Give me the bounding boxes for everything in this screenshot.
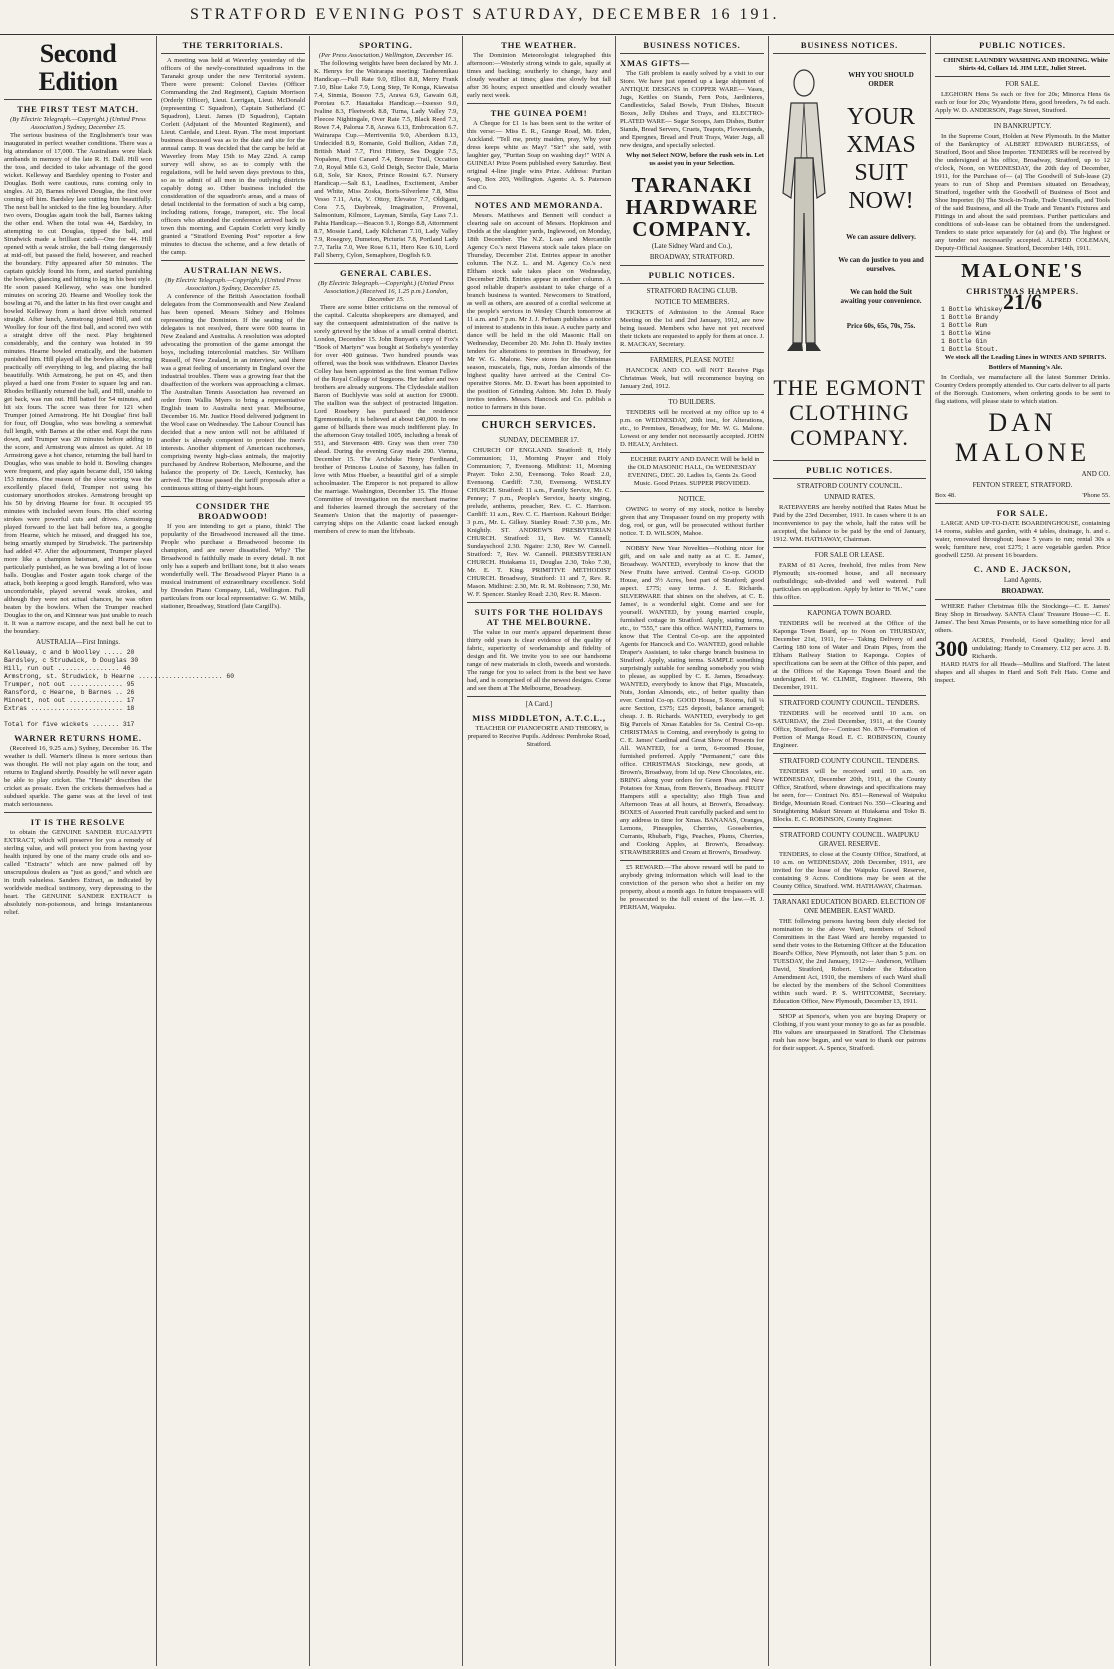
xmas-gifts-body: The Gift problem is easily solved by a visit to our Store. We have just opened up a large shipment of ANTIQUE DESIGNS in COPPER WARE— Vases, Jugs, Kettles on Stands, Fern Pots, Jardinieres, Candlesticks, Salad Bowls, Fruit Dishes, Biscuit Boxes, Jelly Dishes and Trays, and ELECTRO-PLATED WARE— Sugar Scoops, Jam Dishes, Butter Stands, Bread Servers, Cruets, Teapots, Flowerstands, and Epergnes, Bread and Fruit Trays, Water Jugs, all new designs, and specially selected. bbox=[620, 70, 764, 149]
suit-reason-1: We can assure delivery. bbox=[846, 233, 916, 241]
unpaid-rates-body: RATEPAYERS are hereby notified that Rates Must be Paid by the 23rd December, 1911. In cases where it is an inconvenience to pay the whole, half the rates will be accepted, the balance to be paid by the end of January, 1912. WM. HATHAWAY, Chairman. bbox=[773, 504, 926, 543]
score-heading: AUSTRALIA—First Innings. bbox=[35, 638, 120, 646]
kaponga-heading: KAPONGA TOWN BOARD. bbox=[807, 609, 892, 617]
column-2 bbox=[161, 36, 305, 1664]
territorials-heading: THE TERRITORIALS. bbox=[182, 40, 284, 50]
column-rule bbox=[768, 36, 769, 1666]
small-ads-2: WHERE Father Christmas fills the Stockings—C. E. James' Bray Shop in Broadway. SANTA Claus' Treasure House—C. E. James'. The best Xmas Presents, or to have something nice for all others. bbox=[935, 603, 1110, 634]
bottlers-line: Bottlers of Manning's Ale. bbox=[988, 364, 1063, 371]
guinea-poem-body: A Cheque for £1 1s has been sent to the writer of this verse:— Miss E. R., Grange Road, Mt. Eden, Auckland. "Tell me, pretty maiden, pray, Why your dress keeps white as May? "Sir!" she said, with laughter gay, "Puritan Soap on washing day!" WIN A GUINEA! Prize Poem published every Saturday. Best original 4-line jingle wins Prize. Address: Puritan Soap, Box 203, Wellington. Agents: A. S. Paterson and Co. bbox=[467, 120, 611, 191]
acres-body: ACRES, Freehold, Good Quality; level and undulating; Handy to Creamery. £12 per acre. J. B. Richards. bbox=[972, 637, 1110, 660]
column-6 bbox=[773, 36, 926, 1664]
tenders-1-heading: STRATFORD COUNTY COUNCIL. TENDERS. bbox=[779, 699, 920, 707]
sporting-body: The following weights have been declared by Mr. J. K. Henrys for the Wairarapa meeting: Tauherenikau Handicap.—Full Rate 9.0, Elliot 8.8, Merry Frank 7.10, Blue Lake 7.9, Long Step, Te Konga, Kiawaisa 7.4, Sinmia, Bossoo 7.5, Arawa 6.9, Gawain 6.8, Porotau 6.7. Hauaitaka Handicap.—Ixsesso 9.0, Ivaline 8.3, Fleetwork 8.8, Turna, Lady Valley 7.9, Fleecee Nightingale, Over Rate 7.5, Black Reed 7.3, Rowe 7.4, Palorua 7.8, Arawa 6.13, Embrocation 6.7. Wairarapa Cup.—Merriveniia 9.0, Aberdeen 8.13, Undecided 8.9, Romanie, Gold Bullion, Aidan 7.8, British Maid 7.7, First Hittery, Sea Doggie 7.5, Nopalene, First Canard 7.4, Bronze Trail, Occation 7.0, Royal Mile 6.3, Gold Deigh, Sector Dale, Maria 6.8, Sole, Sir Knox, Prince Rossini 6.7. Nursery Handicap.—Salt 8.1, Leadlnes, Excitement, Amber and White, Miss Zoska, Boris-Silverlene 7.8, Miss Vesso 7.11, Aria, V. Ottoy, Elevator 7.7, Oldigant, Cora 7.5, Daybreak, Imagination, Provenal, Salmonium, Kilmore, Layman, Simila, Gay Lass 7.1. Pahia Handicap.—Beacon 9.1, Rongo 8.8, Attornment 8.7, Mossie Land, Lady Kilcheran 7.10, Lady Valley 7.9, Rosegrey, Dumeton, Picturist 7.8, Portland Lady 7.7, Tarlia 7.0, Wee Rose 6.11, Hero Kee 6.10, Lord Fall Sherry, Cylon, Semaphore, Dogfish 6.9. bbox=[314, 60, 458, 259]
council-heading: STRATFORD COUNTY COUNCIL. bbox=[796, 482, 903, 490]
notes-heading: NOTES AND MEMORANDA. bbox=[474, 200, 604, 210]
suit-reason-2: We can do justice to you and ourselves. bbox=[838, 256, 924, 273]
suit-reason-3: We can hold the Suit awaiting your convenience. bbox=[840, 288, 922, 305]
racing-club-heading: STRATFORD RACING CLUB. bbox=[646, 287, 738, 295]
spence-ad: SHOP at Spence's, when you are buying Drapery or Clothing, if you want your money to go as far as possible. His values are unsurpassed in Stratford. The Christmas rush has now begun, and we want to thank our patrons for their support. A. Spence, Stratford. bbox=[773, 1013, 926, 1052]
tenders-2-body: TENDERS will be received until 10 a.m. on WEDNESDAY, December 20th, 1911, at the County Office, Stratford, where drawings and specifications may be seen, for— Contract No. 851—Renewal of Waipuku Bridge, Mountain Road. Contract No. 350—Clearing and Straightening Makuri Stream at Huiakama and Toko B. Blocks. E. C. ROBINSON, County Engineer. bbox=[773, 768, 926, 823]
church-heading: CHURCH SERVICES. bbox=[481, 420, 597, 431]
masthead-title: STRATFORD EVENING POST SATURDAY, DECEMBER 16 191. bbox=[190, 6, 780, 23]
public-notices-heading-3: PUBLIC NOTICES. bbox=[979, 40, 1066, 50]
farmers-body: HANCOCK AND CO. will NOT Receive Pigs Christmas Week, but will recommence buying on January 2nd, 1912. bbox=[620, 367, 764, 390]
remedy-heading: IT IS THE RESOLVE bbox=[30, 817, 126, 827]
hamper-price: 21/6 bbox=[1002, 289, 1043, 314]
church-date: SUNDAY, DECEMBER 17. bbox=[499, 436, 579, 444]
farmers-heading: FARMERS, PLEASE NOTE! bbox=[649, 356, 735, 364]
tenders-2-heading: STRATFORD COUNTY COUNCIL. TENDERS. bbox=[779, 757, 920, 765]
education-board-body: THE following persons having been duly elected for nomination to the above Ward, members of School Committees in the East Ward are hereby requested to send their votes to the Returning Officer at the Education Board's Office, New Plymouth, not later than 5 p.m. on TUESDAY, the 2nd January, 1912:— Anderson, William David, Stratford, Robert. Under the Education Amendment Act, 1910, the members of each Ward shall be elected by the members of the School Committees within such ward. P. S. WHITCOMBE, Secretary. Education Office, New Plymouth, December 13, 1911. bbox=[773, 918, 926, 1005]
column-rule bbox=[462, 36, 463, 1666]
hampers-heading: CHRISTMAS HAMPERS. bbox=[966, 286, 1079, 296]
acres-number: 300 bbox=[935, 636, 968, 661]
small-ads: NOBBY New Year Novelties—Nothing nicer for gift, and on sale and natty as at C. E. James', Broadway. WANTED, everybody to know that the New Fruits have arrived. Central Co-op. GOOD House, and 3½ Acres, best part of Stratford; good aspect. £775; easy terms. J. E. Richards. SILVERWARE that shines on the shelves, at C. E. James', is a wonderful sight. Come and see for yourself. WANTED, by young married couple, furnished cottage in Stratford. Apply, stating terms, etc., to "555," care this office. WANTED, Farmers to know that The Central Co-op. are the appointed Agents for Hancock and Co. WANTED, good reliable Draper's Assistant, to take charge branch business in Stratford. Apply, stating terms. SAMPLE something surprisingly suitable for sending somebody you wish to please, as supplied by C. E. James, Broadway. WANTED, everybody to know that Figs, Muscatels, Nuts, Jordan Almonds, etc., of better quality than ever. Central Co-op. GOOD House, 5 Rooms, full ¼ acre Section, £375; £25 deposit, balance arranged; cheap. J. B. Richards. WANTED, everybody to get Big Parcels of Xmas Eatables for 5s. Central Co-op. CHRISTMAS is Coming, and everybody is going to C. E. James' Cardinal and Great Show of Presents for All. WANTED, for a term, 6-roomed House, furnished preferred. Apply "Permanent," care this office. CHRISTMAS Stockings, new goods, at Brown's, Broadway, from 1d up. New Chocolates, etc. BRING along your orders for Green Peas and New Potatoes for Xmas, from Brown's, Broadway. FRUIT Hampers still a speciality; also High Teas and Afternoon Teas at all hours, at Brown's, Broadway. BOXES of Assorted Fruit carefully packed and sent to any address in time for Xmas. BANANAS, Oranges, Lemons, Pineapples, Cherries, Gooseberries, Currants, Rhubarb, Figs, Peaches, Plums, Cherries, and Cooking Apples, at Brown's, Broadway. STRAWBERRIES and Cream at Brown's, Broadway. bbox=[620, 545, 764, 856]
hard-hats-ad: HARD HATS for all Heads—Mullins and Stafford. The latest shapes and all shapes in Hard and Soft Felt Hats. Come and inspect. bbox=[935, 661, 1110, 684]
tailor-figure-illustration bbox=[773, 63, 835, 363]
column-rule bbox=[309, 36, 310, 1666]
xmas-suit-headline: YOUR XMAS SUIT NOW! bbox=[846, 104, 916, 214]
test-match-heading: THE FIRST TEST MATCH. bbox=[17, 104, 139, 114]
gravel-reserve-body: TENDERS, to close at the County Office, Stratford, at 10 a.m. on WEDNESDAY, 20th December, 1911, are invited for the lease of the Waipuku Gravel Reserve, containing 9 Acres. Conditions may be seen at the County Office, Stratford. WM. HATHAWAY, Chairman. bbox=[773, 851, 926, 890]
column-rule bbox=[930, 36, 931, 1666]
fenton-street: FENTON STREET, STRATFORD. bbox=[972, 481, 1073, 489]
suits-body: The value in our men's apparel department these thirty odd years is clear evidence of the quality of fabric, superiority of workmanship and fidelity of design and fit. We invite you to see our handsome range of new materials in cloth, tweeds and worsteds. The range for you to select from is the best we have had, and is comprised of all the newest designs. Come and see them at The Melbourne, Broadway. bbox=[467, 629, 611, 692]
card-body: TEACHER OF PIANOFORTE AND THEORY, is prepared to Receive Pupils. Address: Pembroke Road, Stratford. bbox=[467, 725, 611, 748]
church-body: CHURCH OF ENGLAND. Stratford: 8, Holy Communion; 11, Morning Prayer and Holy Communion; 7, Evensong. Midhirst: 11, Morning Prayer. Toko 2.30, Evensong. Toko Road: 2.0, Evensong. Cardiff: 7.30, Evensong. WESLEY CHURCH. Stratford: 11 a.m., Family Service, Mr. C. Penney; 7 p.m., People's Service, hearty singing, prelude, anthems, preacher, Rev. C. C. Harrison. Cardiff: 11 a.m., Rev. C. C. Harrison. Kahouri Bridge: 3 p.m., Mr. L. Gilkey. Stanley Road: 7.30 p.m., Mr. Knightly. ST. ANDREW'S PRESBYTERIAN CHURCH. Stratford: 11, Rev. W. Cannell; Sundayschool 2.30. Ngaire: 2.30, Rev W. Cannell. Stratford: 7, Rev. W. Cannell. PRESBYTERIAN CHURCH. Huiakama 11, Douglas 2.30, Toko 7.30, Mr. E. T. King. PRIMITIVE METHODIST CHURCH. Broadway, Stratford: 11 and 7, Rev. R. Mason. Midhirst: 2.30, Mr. R. M. Robinson; 7.30, Mr. W. F. Spencer. Stanley Road: 2.30, Rev. R. Mason. bbox=[467, 447, 611, 598]
broadwood-body: If you are intending to get a piano, think! The popularity of the Broadwood increased all the time. People who purchase a Broadwood become its champion, and are never dissatisfied. Why? The Broadwood is faithfully made in every detail. It not only has a superb and brilliant tone, but it also wears wonderfully well. The Broadwood Player Piano is a musical instrument of extraordinary excellence. Sold by Dresden Piano Company, Ltd., Wellington. Full particulars from our local representative: G. W. Mills, stationer, Broadway, Stratford (late Cargill's). bbox=[161, 523, 305, 610]
suit-ad-text bbox=[837, 69, 925, 333]
general-cables-byline: (By Electric Telegraph.—Copyright.) (United Press Association.) (Received 16, 1.25 p.m.) London, December 15. bbox=[318, 280, 454, 303]
weather-body: The Dominion Meteorologist telegraphed this afternoon:—Westerly strong winds to gale, squally at times and backing; southerly to change, hazy and cloudy weather at times; glass rise slowly but fall after 36 hours; expect unsettled and cloudy weather early next week. bbox=[467, 52, 611, 99]
phone-number: 'Phone 55. bbox=[1082, 492, 1110, 499]
racing-club-body: TICKETS of Admission to the Annual Race Meeting on the 1st and 2nd January, 1912, are now being issued. Members who have not yet received their tickets are requested to apply for them at once. J. R. MACKAY, Secretary. bbox=[620, 309, 764, 348]
bankruptcy-heading: IN BANKRUPTCY. bbox=[993, 122, 1052, 130]
egmont-clothing-name: THE EGMONT CLOTHING COMPANY. bbox=[773, 375, 926, 450]
notes-body: Messrs. Matthews and Bennett will conduct a clearing sale on account of Messrs. Hopkinson and Dodds at the slaughter yards, Inglewood, on Monday, 18th December. The N.Z. Loan and Mercantile Agency Co.'s next Hawera stock sale takes place on Thursday, December 21st. Entries appear in another column. The N.Z. L. and M. Agency Co.'s next Eltham stock sale takes place on Wednesday, December 20th. Entries appear in another column. A good reliable draper's assistant to take charge of a branch business is wanted. Newcomers to Stratford, as well as others, are assured of a cordial welcome at the people's services in Wesley Church tomorrow at 11 a.m. and 7 p.m. Mr J. J. Perham publishes a notice of interest to students in this issue. A euchre party and dance will be held in the old Masonic Hall on Wednesday, December 20. Mr. John D. Healy invites tenders for alterations to premises in Broadway, for Mr W. G. Malone. New stores for the Christmas season, muscatels, figs, nuts, Jordan almonds of the highest quality have arrived at the Central Co-operative Stores. Mr. D. Ewart has been appointed to the position of Grinding Ashton. Mr. John D. Healy invites tenders. Messrs. Hancock and Co. publish a notice to farmers in this issue. bbox=[467, 212, 611, 411]
column-rule bbox=[156, 36, 157, 1666]
stock-line: We stock all the Leading Lines in WINES AND SPIRITS. bbox=[944, 354, 1107, 361]
sale-lease-heading: FOR SALE OR LEASE. bbox=[814, 551, 885, 559]
guinea-poem-heading: THE GUINEA POEM! bbox=[490, 108, 588, 118]
bankruptcy-body: In the Supreme Court, Holden at New Plymouth. In the Matter of the Bankruptcy of ALBERT EDWARD BURGESS, of Stratford, Boot and Shoe Importer. TENDERS will be received by the undersigned at his office, Broadway, Stratford, up to 12 o'clock, Noon, on WEDNESDAY, the 20th day of December, 1911, for the Purchase of— (a) The Goodwill of Sub-lease (2) years to run of Shop and Premises situated on Broadway, Stratford, together with the Goodwill of Business of Boot and Shoe Importer. (b) The Stock-in-Trade, Trade Utensils, and Tools of the said Business, and all the Trade and Tenant's Fixtures and Fittings in and about the said premises. Further particulars and conditions of sub-lease can be obtained from the undersigned. Tenders to state price separately for (a) and (b). The highest or any tender not necessarily accepted. ALFRED COLEMAN, Deputy-Official Assignee. Stratford, December 14th, 1911. bbox=[935, 133, 1110, 252]
general-cables-heading: GENERAL CABLES. bbox=[340, 268, 432, 278]
card-heading: [A Card.] bbox=[525, 700, 553, 708]
column-4 bbox=[467, 36, 611, 1664]
notice-body: OWING to worry of my stock, notice is hereby given that any Trespasser found on my property with dog, rod, or gun, will be prosecuted without further notice. T. D. WILSON, Mahoe. bbox=[620, 506, 764, 537]
column-7 bbox=[935, 36, 1110, 1664]
general-cables-body: There are some bitter criticisms on the removal of the capital. Calcutta shopkeepers are dismayed, and say the consequent administration of the native is sorely grieved by the ideas of a small central district. London, December 15. John Bunyan's copy of Fox's "Book of Martyrs" was bought at Sotheby's yesterday for over 400 guineas. Two hundred pounds was offered, was the book was withdrawn. Eleanor Davies Colley has been appointed as the first woman Fellow of the Royal College of Surgeons. Her father and two brothers are already surgeons. The Clydesdale stallion Baron of Buchlyvie was sold at auction for £9000. The stallion was the subject of protracted litigation. Lord Rosebery has purchased the residence Egremontside, it is believed at about £40,000. In one game of billiards there was much indifferent play. In the afternoon Gray totalled 1005, including a break of 551, and Stevenson 489. Gray was then over 730 ahead. During the evening Gray made 290. Vienna, December 15. The Archduke Henry Ferdinand, brother of Princess Louise of Saxony, has fallen in love with Miss Hueber, a beautiful girl of a simple schoolmaster. The Emperor is not prepared to allow the marriage. Washington, December 15. The House Committee of investigation on the merchant marine and fisheries learned through the secretary of the Seamen's Union that the majority of passenger-carrying ships on the Atlantic coast lacked enough members of crew to man the lifeboats. bbox=[314, 304, 458, 535]
hamper-contents: 1 Bottle Whiskey 1 Bottle Brandy 1 Bottle Rum 1 Bottle Wine 1 Bottle Gin 1 Bottle Stout. bbox=[941, 306, 1003, 353]
gravel-reserve-heading: STRATFORD COUNTY COUNCIL. WAIPUKU GRAVEL RESERVE. bbox=[779, 831, 920, 848]
for-sale-heading-2: FOR SALE. bbox=[996, 508, 1049, 518]
tenders-1-body: TENDERS will be received until 10 a.m. on SATURDAY, the 23rd December, 1911, at the County Office, Stratford, for— Contract No. 870—Formation of Portion of Manga Road. E. C. ROBINSON, County Engineer. bbox=[773, 710, 926, 749]
warner-heading: WARNER RETURNS HOME. bbox=[14, 733, 142, 743]
jackson-sub: Land Agents, bbox=[1003, 576, 1042, 584]
card-name: MISS MIDDLETON, A.T.C.L., bbox=[472, 713, 606, 723]
laundry-ad: CHINESE LAUNDRY WASHING AND IRONING. White Shirts 4d, Collars 1d. JIM LEE, Juliet Street. bbox=[943, 57, 1108, 72]
suit-prices: Price 60s, 65s, 70s, 75s. bbox=[846, 322, 916, 330]
jackson-address: BROADWAY. bbox=[1001, 587, 1044, 595]
unpaid-rates-heading: UNPAID RATES. bbox=[824, 493, 875, 501]
education-board-heading: TARANAKI EDUCATION BOARD. ELECTION OF ONE MEMBER. EAST WARD. bbox=[773, 898, 926, 915]
public-notices-heading: PUBLIC NOTICES. bbox=[648, 270, 736, 280]
malones-heading: MALONE'S bbox=[961, 260, 1084, 282]
column-5 bbox=[620, 36, 764, 1664]
builders-body: TENDERS will be received at my office up to 4 p.m. on WEDNESDAY, 20th inst., for Alterations, etc., to Premises, Broadway, for Mr. W. G. Malone. Lowest or any tender not necessarily accepted. JOHN D. HEALY, Architect. bbox=[620, 409, 764, 448]
public-notices-heading-2: PUBLIC NOTICES. bbox=[806, 465, 893, 475]
australian-news-heading: AUSTRALIAN NEWS. bbox=[183, 265, 283, 275]
cordials-body: In Cordials, we manufacture all the latest Summer Drinks. Country Orders promptly attended to. Our carts deliver to all parts of the Borough. Customers, when ordering goods to be sent to flag stations, will please state to which station. bbox=[935, 374, 1110, 405]
australian-news-body: A conference of the British Association football delegates from the Commonwealth and New Zealand has been opened. Messrs Sidney and Holmes representing the Dominion. If the seating of the delegates is not resolved, there were 600 teams in New Zealand and Australia. A resolution was adopted advocating the promotion of the game amongst the boys, including intercolonial matches. Sir William Russell, of New Zealand, in an interview, said there was a great feeling of uncertainty in England over the industrial troubles. There was a growing fear that the disaffection of the workers was approaching a climax. The Australian Tennis Association has reversed an order from Wallis Myers to bring a representative English team to Australia next year. Melbourne, December 16. Mr. Justice Hood delivered judgment in the Wool case on Wednesday. The Labour Council has decided that a new union will not be affiliated if another is already competent to protect the men's interests. Another shipment of American racehorses, comprising twenty high-class animals, the majority purchased by Andrew Robertson, Melbourne, and the balance the property of Dr. Leech, Kentucky, has arrived. The House passed the tariff proposals after a continuous sitting of thirty-eight hours. bbox=[161, 293, 305, 492]
and-co: AND CO. bbox=[1081, 470, 1110, 478]
business-notices-heading: BUSINESS NOTICES. bbox=[643, 40, 741, 50]
taranaki-hardware-address: BROADWAY, STRATFORD. bbox=[649, 253, 735, 261]
jackson-name: C. AND E. JACKSON, bbox=[973, 564, 1072, 574]
builders-heading: TO BUILDERS. bbox=[668, 398, 716, 406]
notice-heading: NOTICE. bbox=[678, 495, 706, 503]
edition-heading: Second Edition bbox=[38, 39, 118, 96]
for-sale-body: LEGHORN Hens 5s each or five for 20s; Minorca Hens 6s each or four for 20s; Wyandotte Hens, good breeders, 7s 6d each. Apply W. D. ANDERSON, Page Street, Stratford. bbox=[935, 91, 1110, 114]
for-sale-heading: FOR SALE. bbox=[1005, 80, 1040, 88]
contact-line bbox=[935, 492, 1110, 500]
suits-heading: SUITS FOR THE HOLIDAYS AT THE MELBOURNE. bbox=[474, 607, 604, 627]
column-3 bbox=[314, 36, 458, 1664]
kaponga-body: TENDERS will be received at the Office of the Kaponga Town Board, up to Noon on THURSDAY, December 21st, 1911, for— Taking Delivery of and Carting 180 tons of Water and Drain Pipes, from the Eltham Railway Station to Kaponga. Copies of specifications can be seen at the Office of this paper, and at the Offices of the Kaponga Town Board and the undersigned. H. W. CLIMIE, Engineer. Hawera, 9th December, 1911. bbox=[773, 620, 926, 691]
euchre-notice: EUCHRE PARTY AND DANCE Will be held in the OLD MASONIC HALL, On WEDNESDAY EVENING, DEC. 20. Ladies 1s, Gents 2s. Good Music. Good Prizes. SUPPER PROVIDED. bbox=[627, 456, 760, 487]
dan-malone-name: DAN MALONE bbox=[954, 408, 1091, 467]
suit-advertisement bbox=[773, 57, 926, 369]
racing-club-sub: NOTICE TO MEMBERS. bbox=[654, 298, 730, 306]
masthead bbox=[0, 0, 1114, 35]
territorials-body: A meeting was held at Waverley yesterday of the officers of the newly-constituted squadrons in the Taranaki group under the new Territorial system. There were present: Colonel Davies (Officer Commanding the 2nd Regiment), Captain Morrison (Orderly Officer), Lieut. Lorrigan, Lieut. McDonald (representing C Squadron), Captain Sutherland (C Squadron), Lieut. James (D Squadron), Captain Corlett (Adjutant of the Mounted Regiment), and Lieut. Cardale, and Lieut. Ryan. The most important business discussed was as to the date and site for the annual camp. It was decided that the camp be held at Waverley from May 15th to May 22nd. A camp survey will show, so as to comply with the regulations, will be held seven days previous to this, so as to admit of all men in the outlying districts capably doing so. Other business included the consideration of the squadron's areas, and a mass of detail incidental to the formation of such a big camp, including rations, forage, transport, etc. The local officers who attended the conference arrived back to town this morning, and Captain Corlett very kindly granted a "Stratford Evening Post" reporter a few minutes to discuss the scheme, and a few details of the camp. bbox=[161, 57, 305, 256]
broadwood-heading: CONSIDER THE BROADWOOD! bbox=[195, 501, 271, 521]
box-number: Box 48. bbox=[935, 492, 956, 499]
weather-heading: THE WEATHER. bbox=[501, 40, 577, 50]
remedy-body: to obtain the GENUINE SANDER EUCALYPTI EXTRACT, which will preserve for you a remedy of sterling value, and will protect you from having your health injured by one of the many crude oils and so-called "Extracts" which are now palmed off by unscrupulous dealers as "just as good," and which are in truth valueless. Sanders Extract, as indicated by worldwide medical testimony, very depressing to the heart. The GENUINE SANDER EXTRACT is absolutely non-poisonous, and brings instantaneous relief. bbox=[4, 829, 152, 916]
australian-news-byline: (By Electric Telegraph.—Copyright.) (United Press Association.) Sydney, December 15. bbox=[165, 277, 301, 292]
for-sale-2-body: LARGE AND UP-TO-DATE BOARDINGHOUSE, containing 14 rooms, stables and garden, with 4 tables, drainage, h. and c. water, renovated throughout; lease 5 years to run; rental 30s a week; furniture new, cost £275; 1 acre vegetable garden. Price goodwill £250. At present 16 boarders. bbox=[935, 520, 1110, 559]
xmas-gifts-heading: XMAS GIFTS— bbox=[620, 58, 690, 68]
sporting-heading: SPORTING. bbox=[359, 40, 413, 50]
sale-lease-body: FARM of 81 Acres, freehold, five miles from New Plymouth; six-roomed house, and all necessary outbuildings; sub-divided and well watered. Full particulars on application. Apply by letter to "H.W.," care this office. bbox=[773, 562, 926, 601]
score-table: Kelleway, c and b Woolley ..... 20 Bardsley, c Strudwick, b Douglas 30 Hill, run out ................ 46 Armstrong, st. Strudwick, b Hearne ...................... 60 Trumper, not out .............. 95 Ransford, c Hearne, b Barnes .. 26 Minnett, not out .............. 17 Extras ........................ 18 Total for five wickets ....... 317 bbox=[4, 649, 235, 728]
taranaki-hardware-sub: (Late Sidney Ward and Co.), bbox=[651, 242, 733, 250]
sporting-byline: (Per Press Association.) Wellington, December 16. bbox=[318, 52, 454, 59]
xmas-gifts-tag: Why not Select NOW, before the rush sets in. Let us assist you in your Selection. bbox=[626, 152, 764, 167]
business-notices-heading-2: BUSINESS NOTICES. bbox=[800, 40, 899, 50]
taranaki-hardware-name: TARANAKI HARDWARE COMPANY. bbox=[625, 173, 759, 241]
acres-ad bbox=[935, 637, 1110, 661]
column-rule bbox=[615, 36, 616, 1666]
test-match-body: The serious business of the Englishmen's tour was inaugurated in perfect weather conditions. There was a big attendance of 17,000. The Australians wore black armbands in memory of the late R. H. Dall. Hill won the toss, and decided to take advantage of the good wicket. Kelleway and Bardsley opening to Foster and Douglas. Both were cautious, runs coming only in singles. At 20, Barnes relieved Douglas, the first over coming off him. Bardsley late cutting him beautifully. The next ball he snicked to the fine leg boundary. After two overs, Douglas again took the ball, Barnes taking the other end. When the total was 44, Bardsley, in attempting to cut Douglas, tipped the ball, and Strudwick made a brilliant catch—One for 44. Hill opened with a weak stroke, the ball rising dangerously at mid-off, but passed the field, however, and reached the boundary. Fifty appeared after 50 minutes. The captain quickly found his form, and started punishing the bowlers, glancing and hitting to leg in his best style. He soon passed Kelleway, who was one hundred minutes on scoring 20. Hearne and Woolley took the bowling at 76, and the latter in his first over caught and bowled Kelleway from a hard drive which returned straight. After lunch, Armstrong joined Hill, and cut Woolley for four off the first ball, and scored two with a straight drive off the next. Play brightened considerably, and the century was hoisted in 99 minutes. Hearne bowled erratically, and the batsmen punished him. Hill played all the bowlers alike, scoring practically off everything to leg, and placing the ball beautifully. With Armstrong, he put on 45, and then played a hard one from Foster to square leg and ran. Rhodes brilliantly returned the ball, and Hill, unable to get back, was run out. Hill batted for 54 minutes, and hit six fours. The score was three for 121 when Trumper joined Armstrong. He hit Douglas' first ball for four, off Douglas, who was bowling a somewhat full length, with Barnes at the other end. Kept the runs down, and Trumper was 20 minutes before adding to the score, and Armstrong was almost as quiet. At 18 Armstrong gave a hot chance, returning the ball hard to Douglas, who was unable to hold it. Bowling changes were frequent, and play again became dull, 150 taking 153 minutes. One reason of the slow scoring was the excellently placed field, Trumper not using his customary unorthodox strokes. Armstrong brought up his 50 by driving Hearne for four. It occupied 95 minutes with included seven fours. His chief scoring strokes were powerful cuts and drives. Armstrong played forward to the last ball before tea, a googlie from Hearne, which he missed, and dragged his toe, being smartly stumped by Strudwick. The partnership had added 47. After the adjournment, Trumper played more like a champion batsman, and Hearne was particularly punished, as he was bowling a lot of loose balls. Douglas and Foster again took charge of the attack, both keeping a good length. Ransford, who was uncomfortable, played several weak strokes, and although they were not actual chances, he was often beaten by the bowlers. When the Trumper reached Douglas to the on, and Kinnear was just unable to reach it. It was a narrow escape, and the next ball he cut to the boundary. bbox=[4, 132, 152, 635]
warner-body: (Received 16, 9.25 a.m.) Sydney, December 16. The weather is dull. Warner's illness is more serious than was thought. He will not play again on the tour, and returns to England shortly. Possibly he will never again be able to play cricket. The "Herald" describes the cricket as prosaic. Even the crickets themselves had a subdued sparkle. The game was at the level of test match seriousness. bbox=[4, 745, 152, 808]
why-order: WHY YOU SHOULD ORDER bbox=[848, 71, 914, 88]
reward-notice: £5 REWARD.—The above reward will be paid to anybody giving information which will lead to the conviction of the person who shot a heifer on my property, about a month ago. In future trespassers will be prosecuted to the full extent of the law.—H. J. PERHAM, Waipuku. bbox=[620, 864, 764, 911]
test-match-byline: (By Electric Telegraph.—Copyright.) (United Press Association.) Sydney, December 15. bbox=[10, 116, 146, 131]
